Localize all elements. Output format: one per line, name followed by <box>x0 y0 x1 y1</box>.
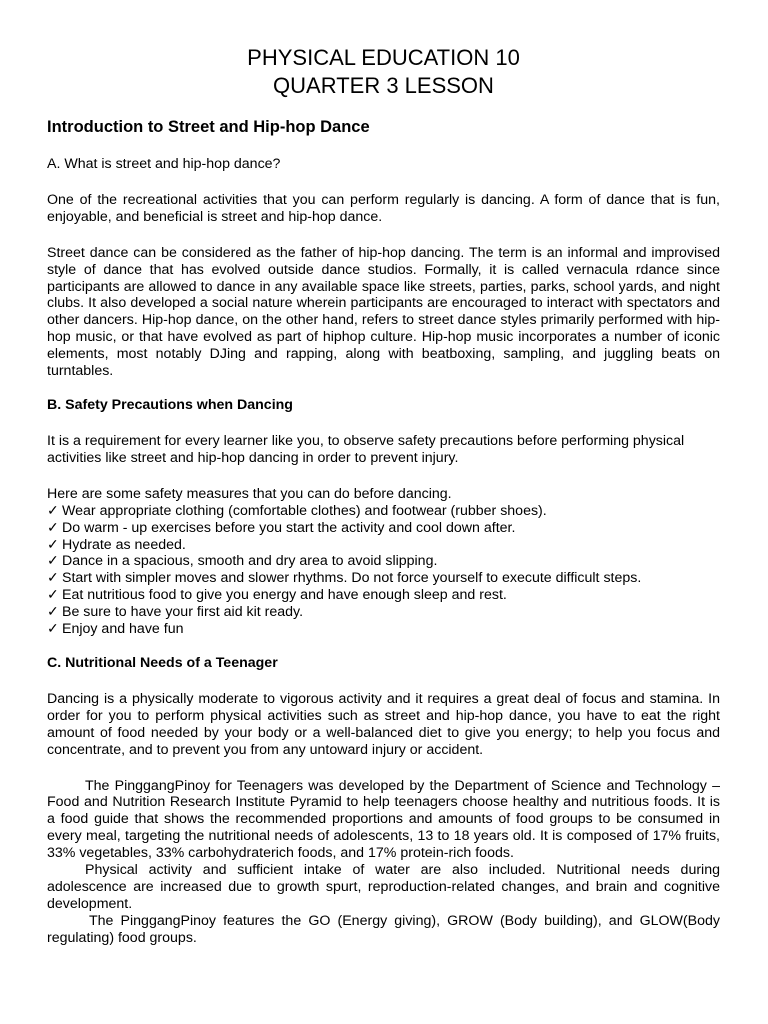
check-icon: ✓ <box>47 621 59 638</box>
list-item-text: Dance in a spacious, smooth and dry area to avoid slipping. <box>62 553 438 570</box>
section-a-question: A. What is street and hip-hop dance? <box>47 156 281 172</box>
section-b-paragraph-1: It is a requirement for every learner like you, to observe safety precautions before performing physical activities like street and hip-hop dancing in order to prevent injury. <box>47 432 685 466</box>
check-icon: ✓ <box>47 570 59 587</box>
list-item-text: Hydrate as needed. <box>62 536 186 553</box>
list-item-text: Start with simpler moves and slower rhythms. Do not force yourself to execute difficult steps. <box>62 570 642 587</box>
list-item <box>47 604 720 621</box>
list-item <box>47 520 720 537</box>
title-line-1: PHYSICAL EDUCATION 10 <box>247 45 520 70</box>
check-icon: ✓ <box>47 519 59 536</box>
list-item-text: Enjoy and have fun <box>62 621 184 638</box>
list-item <box>47 503 720 520</box>
section-b-heading: B. Safety Precautions when Dancing <box>47 396 293 413</box>
check-icon: ✓ <box>47 536 59 553</box>
list-item <box>47 621 720 638</box>
document-page <box>47 44 720 947</box>
list-item-text: Eat nutritious food to give you energy and have enough sleep and rest. <box>62 587 507 604</box>
section-c-paragraph-4: The PinggangPinoy features the GO (Energy giving), GROW (Body building), and GLOW(Body regulating) food groups. <box>47 912 720 946</box>
section-c-paragraph-2: The PinggangPinoy for Teenagers was developed by the Department of Science and Technology –Food and Nutrition Research Institute Pyramid to help teenagers choose healthy and nutritious foods. It is a food guide that shows the recommended proportions and amounts of food groups to be consumed in every meal, targeting the nutritional needs of adolescents, 13 to 18 years old. It is composed of 17% fruits, 33% vegetables, 33% carbohydraterich foods, and 17% protein-rich foods. <box>47 777 720 862</box>
list-item-text: Be sure to have your first aid kit ready. <box>62 604 304 621</box>
safety-checklist <box>47 503 720 638</box>
safety-intro: Here are some safety measures that you can do before dancing. <box>47 485 452 502</box>
list-item <box>47 537 720 554</box>
list-item <box>47 587 720 604</box>
title-line-2: QUARTER 3 LESSON <box>273 73 494 98</box>
check-icon: ✓ <box>47 604 59 621</box>
list-item <box>47 570 720 587</box>
check-icon: ✓ <box>47 502 59 519</box>
lesson-heading: Introduction to Street and Hip-hop Dance <box>47 118 370 136</box>
section-a-paragraph-2: Street dance can be considered as the father of hip-hop dancing. The term is an informal and improvised style of dance that has evolved outside dance studios. Formally, it is called vernacula rdance since participants are allowed to dance in any available space like streets, parties, parks, school yards, and night clubs. It also developed a social nature wherein participants are encouraged to interact with spectators and other dancers. Hip-hop dance, on the other hand, refers to street dance styles primarily performed with hip-hop music, or that have evolved as part of hiphop culture. Hip-hop music incorporates a number of iconic elements, most notably DJing and rapping, along with beatboxing, sampling, and juggling beats on turntables. <box>47 244 720 380</box>
section-c-paragraph-3: Physical activity and sufficient intake of water are also included. Nutritional needs during adolescence are increased due to growth spurt, reproduction-related changes, and brain and cognitive development. <box>47 862 720 912</box>
check-icon: ✓ <box>47 587 59 604</box>
check-icon: ✓ <box>47 553 59 570</box>
section-c-heading: C. Nutritional Needs of a Teenager <box>47 654 278 671</box>
section-c-paragraph-1: Dancing is a physically moderate to vigorous activity and it requires a great deal of focus and stamina. In order for you to perform physical activities such as street and hip-hop dance, you have to eat the right amount of food needed by your body or a well-balanced diet to give you energy; to help you focus and concentrate, and to prevent you from any untoward injury or accident. <box>47 690 720 758</box>
document-title <box>47 44 720 100</box>
list-item-text: Wear appropriate clothing (comfortable clothes) and footwear (rubber shoes). <box>62 502 547 519</box>
list-item <box>47 553 720 570</box>
list-item-text: Do warm - up exercises before you start the activity and cool down after. <box>62 519 516 536</box>
section-a-paragraph-1: One of the recreational activities that you can perform regularly is dancing. A form of dance that is fun, enjoyable, and beneficial is street and hip-hop dance. <box>47 191 720 225</box>
